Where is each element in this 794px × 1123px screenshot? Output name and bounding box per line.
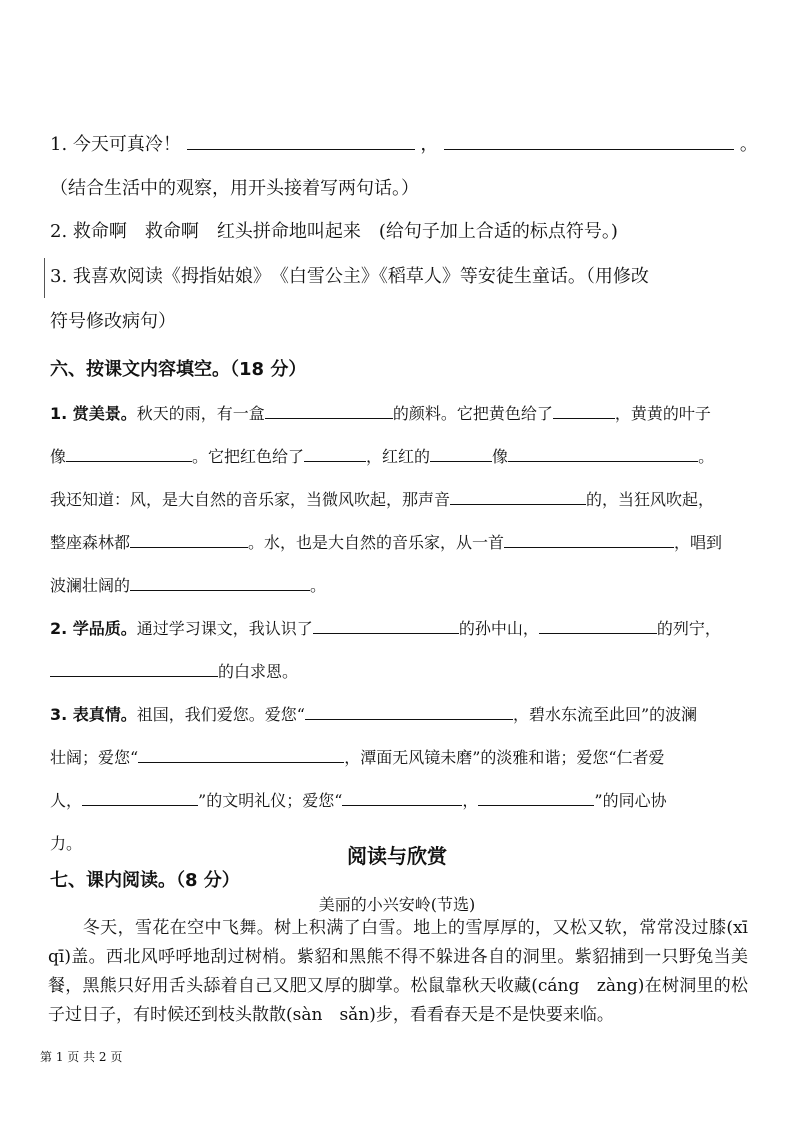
s3-text-g: ， <box>462 791 479 810</box>
s2-text-d: 的白求恩。 <box>218 662 299 681</box>
s3-line-3 <box>50 788 750 814</box>
s1-text-a: 秋天的雨，有一盒 <box>136 404 265 423</box>
s3-blank-4[interactable] <box>342 789 462 806</box>
s1-text-f: ，红红的 <box>366 447 431 466</box>
s1-line-5 <box>50 573 750 599</box>
s1-text-i: 我还知道：风，是大自然的音乐家，当微风吹起，那声音 <box>50 490 451 509</box>
s1-blank-9[interactable] <box>504 531 674 548</box>
s1-line-1 <box>50 401 750 427</box>
s1-blank-5[interactable] <box>430 445 492 462</box>
s1-text-n: 波澜壮阔的 <box>50 576 131 595</box>
s1-text-d: 像 <box>50 447 67 466</box>
s2-text-a: 通过学习课文，我认识了 <box>136 619 313 638</box>
s1-text-g: 像 <box>492 447 509 466</box>
part7-heading: 七、课内阅读。（8 分） <box>50 870 240 891</box>
s1-blank-1[interactable] <box>265 402 393 419</box>
s2-line-2 <box>50 659 750 685</box>
part6-heading: 六、按课文内容填空。（18 分） <box>50 359 307 380</box>
s2-blank-3[interactable] <box>50 660 218 677</box>
s3-line-4: 力。 <box>50 834 83 853</box>
q1-comma: ， <box>420 134 439 155</box>
s3-text-e: 人， <box>50 791 83 810</box>
s3-blank-5[interactable] <box>478 789 594 806</box>
s1-blank-8[interactable] <box>130 531 248 548</box>
s1-text-h: 。 <box>698 447 715 466</box>
s2-blank-2[interactable] <box>539 617 657 634</box>
passage-body: 冬天，雪花在空中飞舞。树上积满了白雪。地上的雪厚厚的，又松又软，常常没过膝(xī qī)盖。西北风呼呼地刮过树梢。紫貂和黑熊不得不躲进各自的洞里。紫貂捕到一只野兔当美餐，黑熊只好用舌头舔着自己又肥又厚的脚掌。松鼠靠秋天收藏(cáng zàng)在树洞里的松子过日子，有时候还到枝头散散(sàn sǎn)步，看看春天是不是快要来临。 <box>48 918 765 1025</box>
s3-lead: 3. 表真情。 <box>50 705 137 724</box>
s3-text-d: ，潭面无风镜未磨”的淡雅和谐；爱您“仁者爱 <box>344 748 665 767</box>
s1-text-c: ，黄黄的叶子 <box>614 404 711 423</box>
q1-hint: （结合生活中的观察，用开头接着写两句话。） <box>50 178 419 199</box>
s1-line-4 <box>50 530 750 556</box>
s1-text-o: 。 <box>310 576 327 595</box>
s2-line-1 <box>50 616 750 642</box>
s1-text-k: 整座森林都 <box>50 533 131 552</box>
s2-lead: 2. 学品质。 <box>50 619 137 638</box>
s2-text-b: 的孙中山， <box>458 619 539 638</box>
s3-text-c: 壮阔；爱您“ <box>50 748 139 767</box>
s1-text-l: 。水，也是大自然的音乐家，从一首 <box>248 533 505 552</box>
s1-line-3 <box>50 487 750 513</box>
q3-line-2: 符号修改病句） <box>50 311 176 332</box>
s3-text-a: 祖国，我们爱您。爱您“ <box>136 705 305 724</box>
s3-text-b: ，碧水东流至此回”的波澜 <box>512 705 698 724</box>
s1-text-e: 。它把红色给了 <box>192 447 305 466</box>
page-footer: 第 1 页 共 2 页 <box>40 1050 123 1064</box>
s1-blank-2[interactable] <box>553 402 615 419</box>
s1-text-b: 的颜料。它把黄色给了 <box>392 404 553 423</box>
q1-prompt: 1. 今天可真冷！ <box>50 134 181 155</box>
s1-text-j: 的，当狂风吹起， <box>586 490 715 509</box>
margin-mark <box>44 258 45 298</box>
s1-blank-10[interactable] <box>130 574 310 591</box>
s3-line-2 <box>50 745 750 771</box>
s1-lead: 1. 赏美景。 <box>50 404 137 423</box>
s3-blank-3[interactable] <box>82 789 198 806</box>
s1-blank-4[interactable] <box>304 445 366 462</box>
s2-blank-1[interactable] <box>313 617 459 634</box>
s3-line-1 <box>50 702 750 728</box>
q1-period: 。 <box>739 134 758 155</box>
s1-blank-3[interactable] <box>66 445 192 462</box>
q1-blank-2[interactable] <box>444 133 734 150</box>
section-title: 阅读与欣赏 <box>347 844 447 868</box>
s1-blank-6[interactable] <box>508 445 698 462</box>
s3-blank-2[interactable] <box>138 746 344 763</box>
passage-title: 美丽的小兴安岭(节选) <box>318 895 476 914</box>
s3-blank-1[interactable] <box>305 703 513 720</box>
q2-line: 2. 救命啊 救命啊 红头拼命地叫起来 (给句子加上合适的标点符号。) <box>50 221 618 242</box>
s2-text-c: 的列宁， <box>656 619 721 638</box>
q1-blank-1[interactable] <box>187 133 415 150</box>
s3-text-h: ”的同心协 <box>594 791 667 810</box>
s1-line-2 <box>50 444 750 470</box>
q1-line <box>50 132 758 158</box>
s3-text-f: ”的文明礼仪；爱您“ <box>198 791 343 810</box>
s1-text-m: ，唱到 <box>674 533 723 552</box>
s1-blank-7[interactable] <box>450 488 586 505</box>
q3-line-1: 3. 我喜欢阅读《拇指姑娘》 《白雪公主》《稻草人》等安徒生童话。（用修改 <box>50 266 649 287</box>
